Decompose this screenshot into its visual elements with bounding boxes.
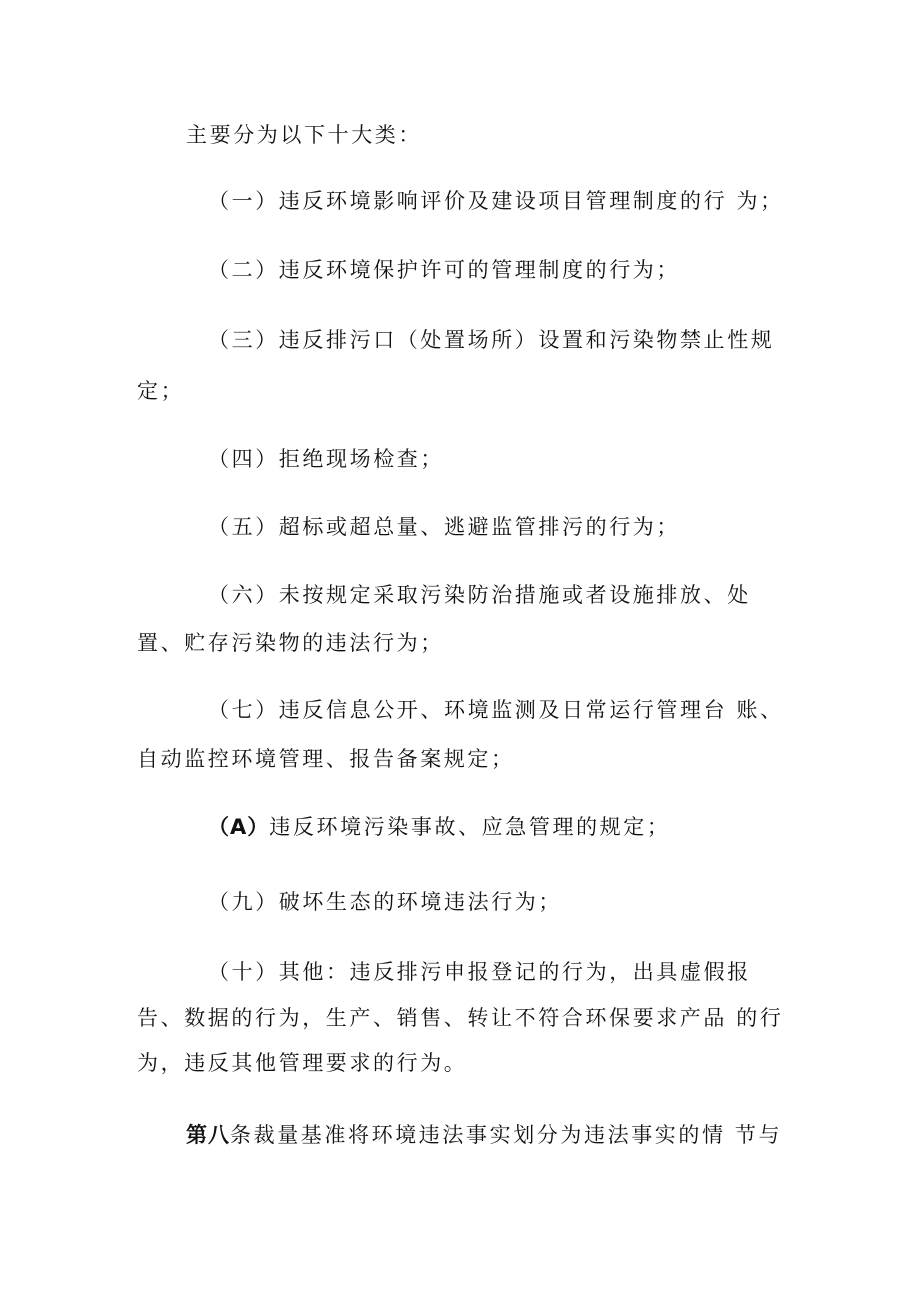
item-7-line-1: （七）违反信息公开、环境监测及日常运行管理台 账、 [208, 698, 784, 722]
item-10-line-2: 告、数据的行为，生产、销售、转让不符合环保要求产品 的行 [137, 1006, 784, 1030]
item-4-line-1: （四）拒绝现场检查； [208, 447, 444, 471]
item-3-line-2: 定； [137, 379, 185, 403]
item-5-line-1: （五）超标或超总量、逃避监管排污的行为； [208, 515, 680, 539]
item-3-line-1: （三）违反排污口（处置场所）设置和污染物禁止性规 [208, 328, 775, 352]
item-9-line-1: （九）破坏生态的环境违法行为； [208, 890, 562, 914]
item-8-line-1 [208, 814, 670, 840]
item-1-line-1: （一）违反环境影响评价及建设项目管理制度的行 为； [208, 189, 784, 213]
item-8-text: 违反环境污染事故、应急管理的规定； [269, 815, 671, 839]
article-8-line [186, 1122, 782, 1148]
item-7-line-2: 自动监控环境管理、报告备案规定； [137, 747, 515, 771]
item-10-line-1: （十）其他：违反排污申报登记的行为，出具虚假报 [208, 960, 751, 984]
item-6-line-1: （六）未按规定采取污染防治措施或者设施排放、处 [208, 583, 751, 607]
article-8-label: 第八 [186, 1123, 230, 1147]
intro-text: 主要分为以下十大类： [186, 123, 422, 147]
item-8-marker: （A） [208, 815, 270, 839]
article-8-text: 条裁量基准将环境违法事实划分为违法事实的情 节与 [230, 1123, 783, 1147]
item-2-line-1: （二）违反环境保护许可的管理制度的行为； [208, 258, 680, 282]
item-6-line-2: 置、贮存污染物的违法行为； [137, 631, 444, 655]
item-10-line-3: 为，违反其他管理要求的行为。 [137, 1051, 468, 1075]
